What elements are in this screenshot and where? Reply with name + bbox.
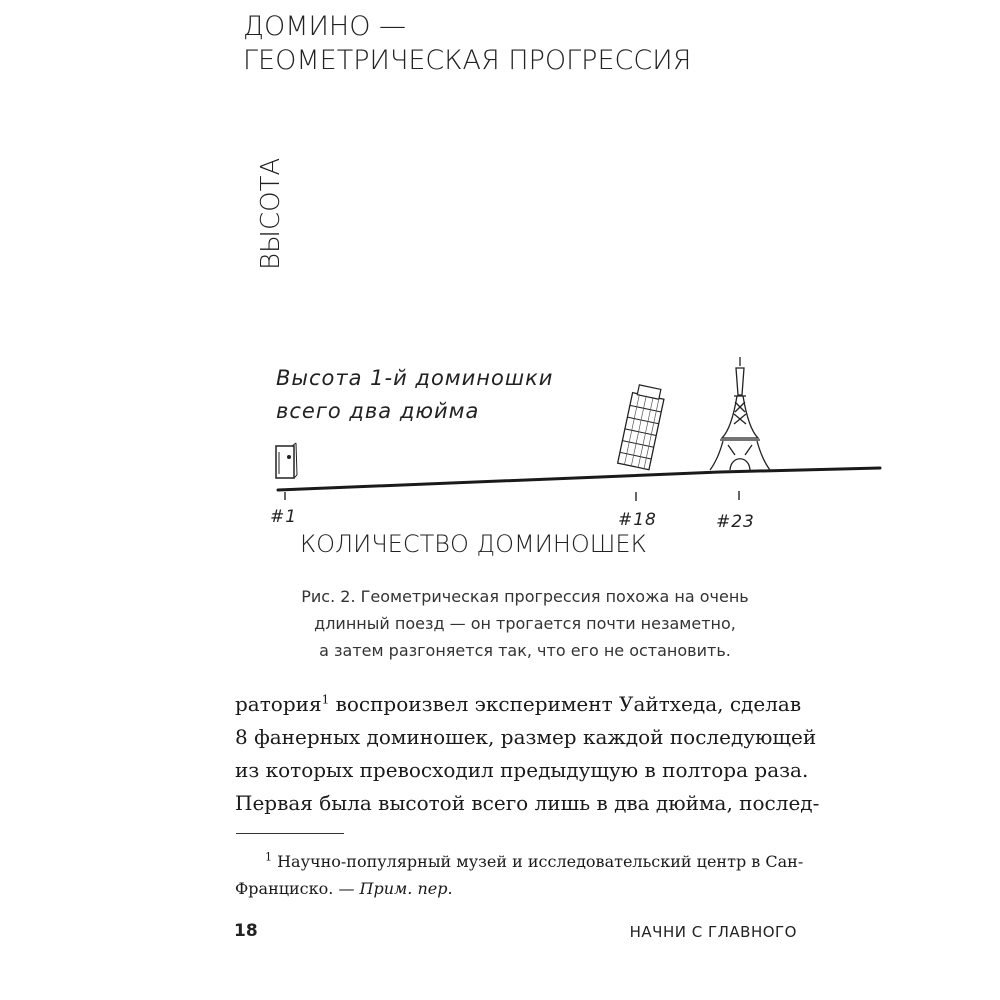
footnote-line-2-text: Франциско. — (235, 879, 360, 898)
domino-icon (276, 443, 297, 478)
caption-line-1: Рис. 2. Геометрическая прогрессия похожа на очень (301, 587, 749, 606)
annotation-line-2: всего два дюйма (276, 399, 480, 423)
figure-title-line-2: ГЕОМЕТРИЧЕСКАЯ ПРОГРЕССИЯ (243, 45, 692, 76)
footnote-line-2 (235, 875, 801, 902)
body-line-1-end: воспроизвел эксперимент Уайтхеда, сделав (329, 692, 802, 716)
x-axis-label: КОЛИЧЕСТВО ДОМИНОШЕК (300, 530, 647, 558)
annotation-line-1: Высота 1-й доминошки (276, 366, 554, 390)
running-head: НАЧНИ С ГЛАВНОГО (629, 923, 797, 941)
caption-line-3: а затем разгоняется так, что его не остановить. (319, 641, 731, 660)
footnote-line-1-text: Научно-популярный музей и исследовательский центр в Сан- (272, 852, 804, 871)
body-line-1 (235, 688, 802, 721)
footnote-divider (236, 833, 344, 834)
body-line-3: из которых превосходил предыдущую в полтора раза. (235, 758, 809, 782)
body-paragraph (235, 688, 820, 820)
growth-curve (278, 468, 880, 490)
body-line-1-start: ратория (235, 692, 322, 716)
footnote (235, 848, 804, 902)
figure-title-line-1: ДОМИНО — (243, 11, 407, 42)
footnote-mark: 1 (265, 850, 272, 864)
x-tick-label-18: #18 (618, 510, 657, 530)
footnote-line-1 (235, 848, 804, 875)
footnote-reference[interactable]: 1 (321, 692, 330, 707)
translator-note: Прим. пер. (359, 879, 453, 898)
body-line-2: 8 фанерных доминошек, размер каждой последующей (235, 725, 817, 749)
eiffel-tower-icon (710, 357, 770, 470)
figure-caption (270, 583, 780, 664)
x-tick-label-1: #1 (270, 507, 298, 527)
caption-line-2: длинный поезд — он трогается почти незаметно, (314, 614, 736, 633)
page-number: 18 (234, 921, 258, 941)
y-axis-label: ВЫСОТА (256, 157, 286, 270)
x-tick-label-23: #23 (716, 512, 755, 532)
body-line-4: Первая была высотой всего лишь в два дюйма, послед- (235, 791, 820, 815)
leaning-tower-of-pisa-icon (618, 384, 666, 470)
